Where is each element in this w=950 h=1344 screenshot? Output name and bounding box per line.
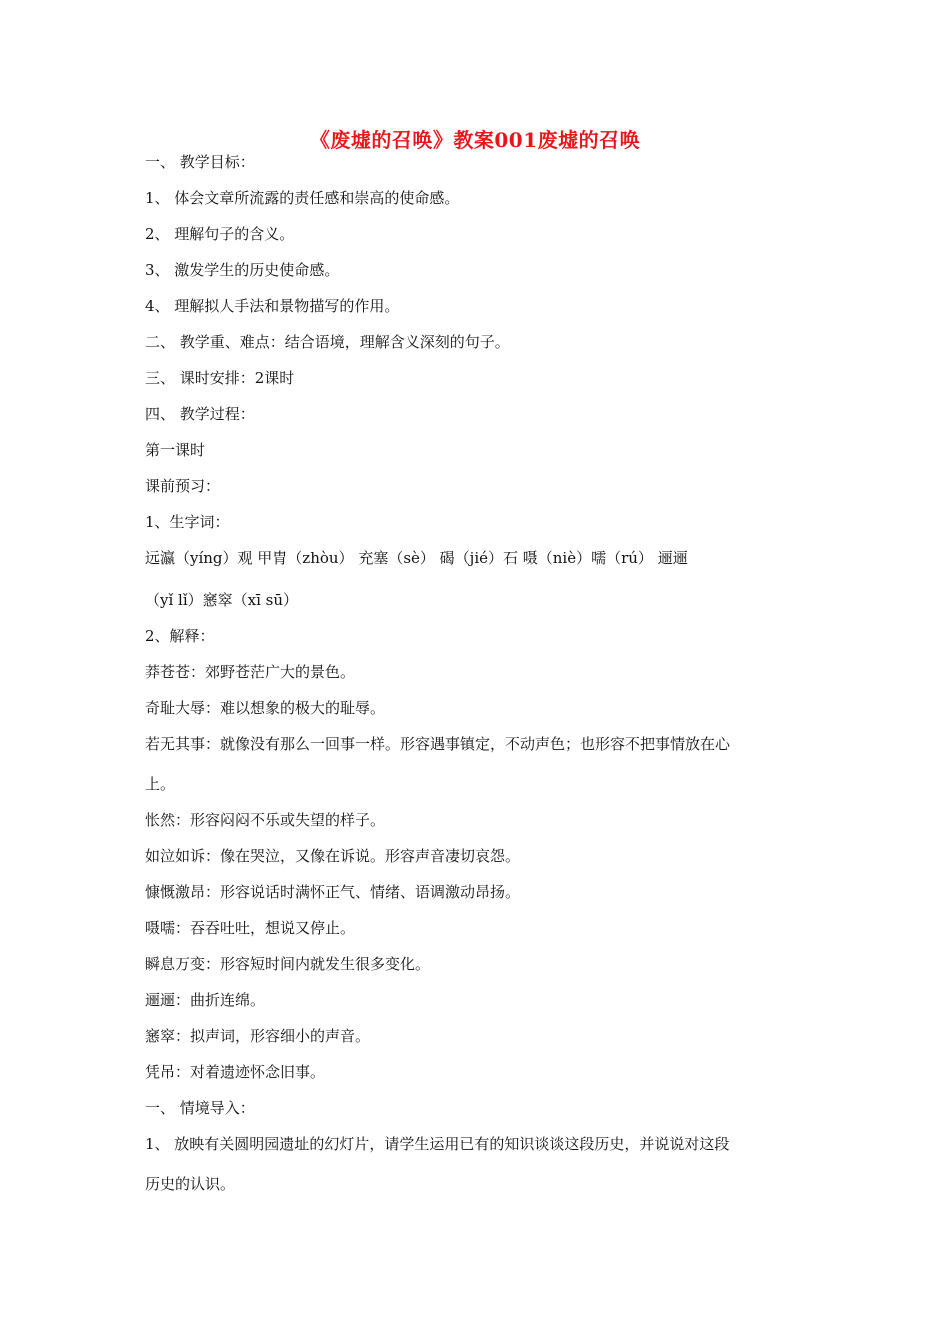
section-heading-schedule: 三、 课时安排：2课时 — [145, 369, 295, 387]
vocab-line: 远瀛（yíng）观 甲胄（zhòu） 充塞（sè） 碣（jié）石 嗫（niè）嚅（rú） 逦逦 — [145, 549, 688, 567]
objective-item: 3、 激发学生的历史使命感。 — [145, 261, 340, 279]
definition-item-continued: 上。 — [145, 775, 176, 793]
definition-item: 慷慨激昂：形容说话时满怀正气、情绪、语调激动昂扬。 — [145, 883, 521, 901]
document-title: 《废墟的召唤》教案001废墟的召唤 — [309, 128, 641, 152]
explanation-heading: 2、解释： — [145, 627, 215, 645]
objective-item: 1、 体会文章所流露的责任感和崇高的使命感。 — [145, 189, 460, 207]
objective-item: 4、 理解拟人手法和景物描写的作用。 — [145, 297, 400, 315]
definition-item: 莽苍苍：郊野苍茫广大的景色。 — [145, 663, 356, 681]
definition-item: 窸窣：拟声词，形容细小的声音。 — [145, 1027, 371, 1045]
definition-item: 怅然：形容闷闷不乐或失望的样子。 — [145, 811, 386, 829]
definition-item: 嗫嚅：吞吞吐吐，想说又停止。 — [145, 919, 356, 937]
definition-item: 凭吊：对着遗迹怀念旧事。 — [145, 1063, 326, 1081]
introduction-item-continued: 历史的认识。 — [145, 1175, 236, 1193]
vocab-heading: 1、生字词： — [145, 513, 230, 531]
definition-item: 奇耻大辱：难以想象的极大的耻辱。 — [145, 699, 386, 717]
lesson-label: 第一课时 — [145, 441, 206, 459]
objective-item: 2、 理解句子的含义。 — [145, 225, 295, 243]
vocab-line: （yǐ lǐ）窸窣（xī sū） — [145, 591, 299, 609]
section-heading-key-points: 二、 教学重、难点：结合语境，理解含义深刻的句子。 — [145, 333, 510, 351]
definition-item: 逦逦：曲折连绵。 — [145, 991, 266, 1009]
definition-item: 瞬息万变：形容短时间内就发生很多变化。 — [145, 955, 431, 973]
definition-item: 若无其事：就像没有那么一回事一样。形容遇事镇定，不动声色；也形容不把事情放在心 — [145, 735, 731, 753]
section-heading-process: 四、 教学过程： — [145, 405, 255, 423]
section-heading-introduction: 一、 情境导入： — [145, 1099, 255, 1117]
section-heading-objectives: 一、 教学目标： — [145, 153, 255, 171]
introduction-item: 1、 放映有关圆明园遗址的幻灯片，请学生运用已有的知识谈谈这段历史，并说说对这段 — [145, 1135, 730, 1153]
definition-item: 如泣如诉：像在哭泣，又像在诉说。形容声音凄切哀怨。 — [145, 847, 521, 865]
preview-label: 课前预习： — [145, 477, 221, 495]
